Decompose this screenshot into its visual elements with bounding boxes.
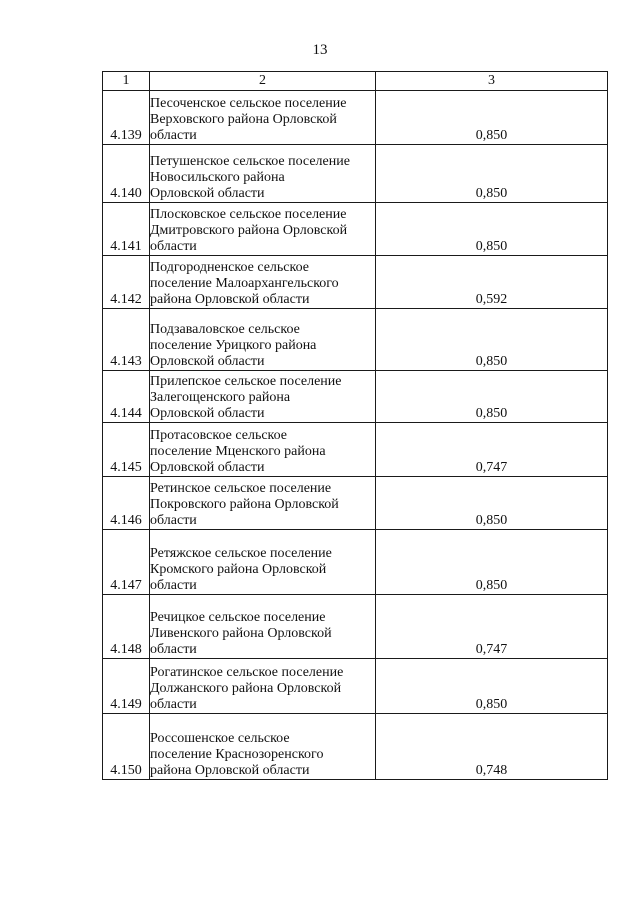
name-line: области bbox=[150, 128, 197, 143]
settlement-name bbox=[150, 530, 376, 595]
row-number: 4.143 bbox=[103, 309, 150, 371]
name-line: области bbox=[150, 239, 197, 254]
row-number: 4.147 bbox=[103, 530, 150, 595]
table-row bbox=[103, 309, 608, 371]
name-line: Прилепское сельское поселение bbox=[150, 374, 342, 389]
name-line: Подзаваловское сельское bbox=[150, 322, 300, 337]
row-number: 4.149 bbox=[103, 659, 150, 714]
name-line: Орловской области bbox=[150, 406, 265, 421]
table-row bbox=[103, 371, 608, 423]
name-line: Протасовское сельское bbox=[150, 428, 288, 443]
name-line: Кромского района Орловской bbox=[150, 562, 327, 577]
row-number: 4.148 bbox=[103, 595, 150, 659]
settlement-name bbox=[150, 309, 376, 371]
settlement-name bbox=[150, 659, 376, 714]
coefficient-value: 0,850 bbox=[376, 203, 608, 256]
name-line: Должанского района Орловской bbox=[150, 681, 342, 696]
coefficient-value: 0,748 bbox=[376, 714, 608, 780]
name-line: района Орловской области bbox=[150, 292, 310, 307]
coefficient-value: 0,850 bbox=[376, 309, 608, 371]
coefficient-value: 0,747 bbox=[376, 423, 608, 477]
settlement-name bbox=[150, 145, 376, 203]
name-line: района Орловской области bbox=[150, 763, 310, 778]
settlement-name bbox=[150, 477, 376, 530]
header-col-1: 1 bbox=[103, 72, 150, 91]
coefficient-value: 0,850 bbox=[376, 145, 608, 203]
name-line: поселение Краснозоренского bbox=[150, 747, 324, 762]
coefficient-value: 0,850 bbox=[376, 91, 608, 145]
table-row bbox=[103, 256, 608, 309]
settlement-name bbox=[150, 91, 376, 145]
table-row bbox=[103, 91, 608, 145]
settlement-name bbox=[150, 256, 376, 309]
settlement-name bbox=[150, 423, 376, 477]
settlement-name bbox=[150, 714, 376, 780]
row-number: 4.142 bbox=[103, 256, 150, 309]
row-number: 4.140 bbox=[103, 145, 150, 203]
name-line: Орловской области bbox=[150, 354, 265, 369]
coefficient-value: 0,850 bbox=[376, 530, 608, 595]
table-row bbox=[103, 595, 608, 659]
coefficient-value: 0,747 bbox=[376, 595, 608, 659]
name-line: Петушенское сельское поселение bbox=[150, 154, 350, 169]
name-line: Новосильского района bbox=[150, 170, 285, 185]
name-line: Россошенское сельское bbox=[150, 731, 290, 746]
name-line: области bbox=[150, 697, 197, 712]
name-line: Подгородненское сельское bbox=[150, 260, 309, 275]
name-line: Орловской области bbox=[150, 460, 265, 475]
name-line: области bbox=[150, 513, 197, 528]
name-line: Дмитровского района Орловской bbox=[150, 223, 348, 238]
row-number: 4.145 bbox=[103, 423, 150, 477]
table-row bbox=[103, 659, 608, 714]
table-row bbox=[103, 423, 608, 477]
name-line: поселение Мценского района bbox=[150, 444, 326, 459]
row-number: 4.141 bbox=[103, 203, 150, 256]
name-line: Ретинское сельское поселение bbox=[150, 481, 332, 496]
coefficient-value: 0,592 bbox=[376, 256, 608, 309]
header-col-2: 2 bbox=[150, 72, 376, 91]
settlement-name bbox=[150, 595, 376, 659]
settlement-name bbox=[150, 371, 376, 423]
table-row bbox=[103, 145, 608, 203]
coefficient-value: 0,850 bbox=[376, 659, 608, 714]
name-line: поселение Урицкого района bbox=[150, 338, 317, 353]
name-line: области bbox=[150, 642, 197, 657]
name-line: Речицкое сельское поселение bbox=[150, 610, 326, 625]
name-line: Ретяжское сельское поселение bbox=[150, 546, 332, 561]
row-number: 4.150 bbox=[103, 714, 150, 780]
table-header-row bbox=[103, 72, 608, 91]
name-line: Залегощенского района bbox=[150, 390, 291, 405]
name-line: Ливенского района Орловской bbox=[150, 626, 332, 641]
row-number: 4.144 bbox=[103, 371, 150, 423]
table-row bbox=[103, 477, 608, 530]
row-number: 4.139 bbox=[103, 91, 150, 145]
table-row bbox=[103, 530, 608, 595]
name-line: Орловской области bbox=[150, 186, 265, 201]
name-line: области bbox=[150, 578, 197, 593]
table-row bbox=[103, 203, 608, 256]
data-table bbox=[102, 71, 608, 780]
coefficient-value: 0,850 bbox=[376, 371, 608, 423]
name-line: Песоченское сельское поселение bbox=[150, 96, 347, 111]
name-line: поселение Малоархангельского bbox=[150, 276, 339, 291]
row-number: 4.146 bbox=[103, 477, 150, 530]
table-row bbox=[103, 714, 608, 780]
name-line: Верховского района Орловской bbox=[150, 112, 337, 127]
coefficient-value: 0,850 bbox=[376, 477, 608, 530]
settlement-name bbox=[150, 203, 376, 256]
name-line: Покровского района Орловской bbox=[150, 497, 339, 512]
name-line: Плосковское сельское поселение bbox=[150, 207, 347, 222]
name-line: Рогатинское сельское поселение bbox=[150, 665, 344, 680]
header-col-3: 3 bbox=[376, 72, 608, 91]
page-number: 13 bbox=[312, 42, 328, 58]
